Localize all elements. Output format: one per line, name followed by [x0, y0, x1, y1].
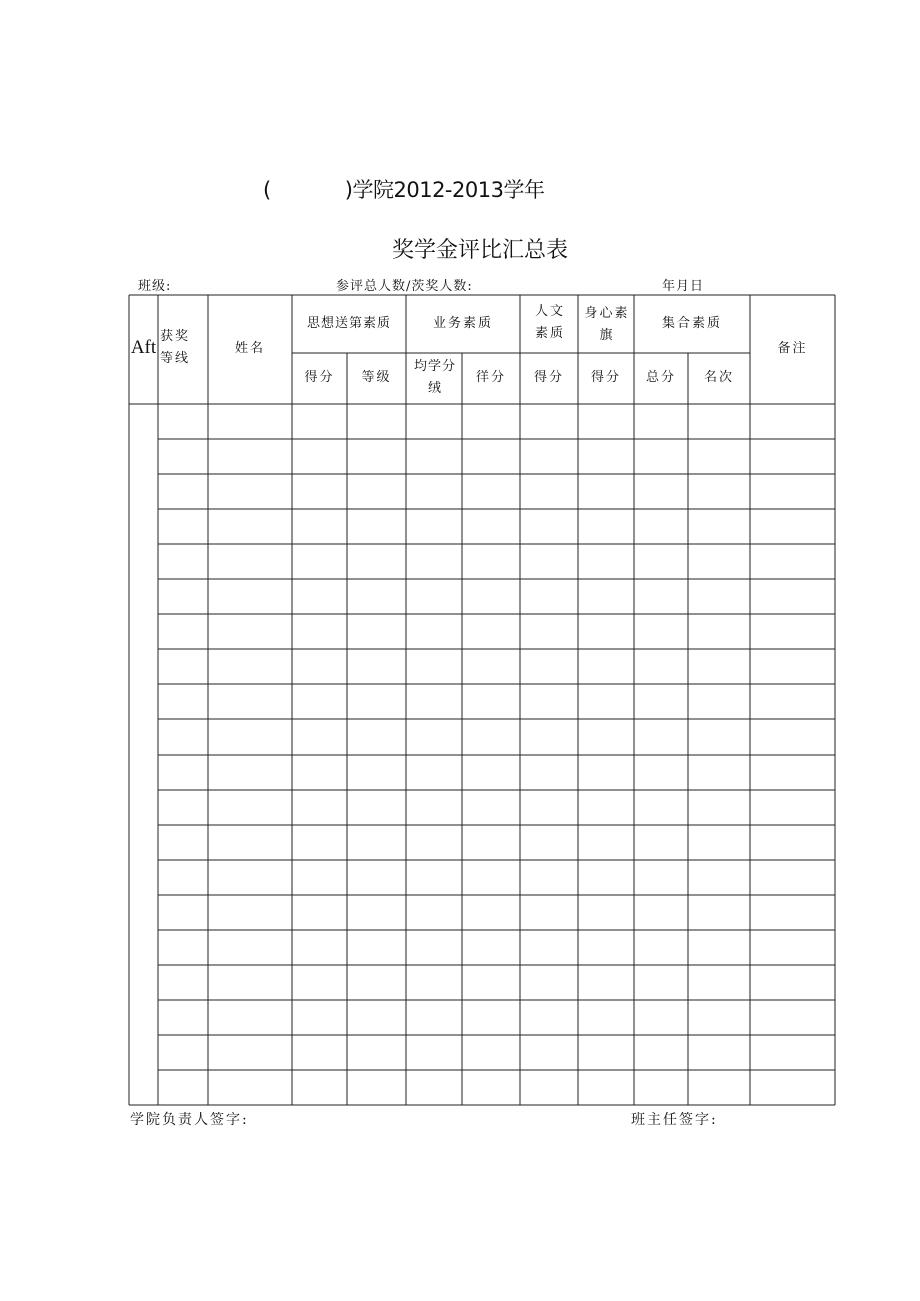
header-gpa: 均学分绒	[413, 359, 456, 396]
header-physical: 身心素旗	[584, 306, 630, 343]
header-business-score: 徉分	[475, 370, 506, 385]
header-award-level: 获奖等线	[160, 329, 191, 366]
header-ideology-score: 得分	[304, 370, 335, 385]
document-title-line1: ( )学院2012-2013学年	[263, 178, 545, 202]
header-physical-score: 得分	[590, 370, 621, 385]
header-name: 姓名	[234, 341, 265, 356]
header-humanities-score: 得分	[533, 370, 564, 385]
header-business: 业务素质	[432, 316, 493, 331]
date-label: 年月日	[662, 279, 705, 294]
header-aft: Aft	[130, 337, 157, 358]
participant-count-label: 参评总人数/茨奖人数:	[336, 279, 473, 294]
header-comprehensive: 集合素质	[661, 316, 722, 331]
header-remarks: 备注	[777, 341, 808, 356]
header-rank: 名次	[703, 370, 734, 385]
header-total-score: 总分	[645, 370, 676, 385]
class-label: 班级:	[138, 279, 172, 294]
document-title-line2: 奖学金评比汇总表	[391, 238, 568, 263]
college-head-signature-label: 学院负责人签字:	[130, 1112, 249, 1128]
head-teacher-signature-label: 班主任签字:	[631, 1112, 718, 1128]
header-ideology-grade: 等级	[361, 370, 392, 385]
header-ideology: 思想送第素质	[306, 316, 391, 331]
header-humanities: 人文素质	[534, 304, 565, 341]
